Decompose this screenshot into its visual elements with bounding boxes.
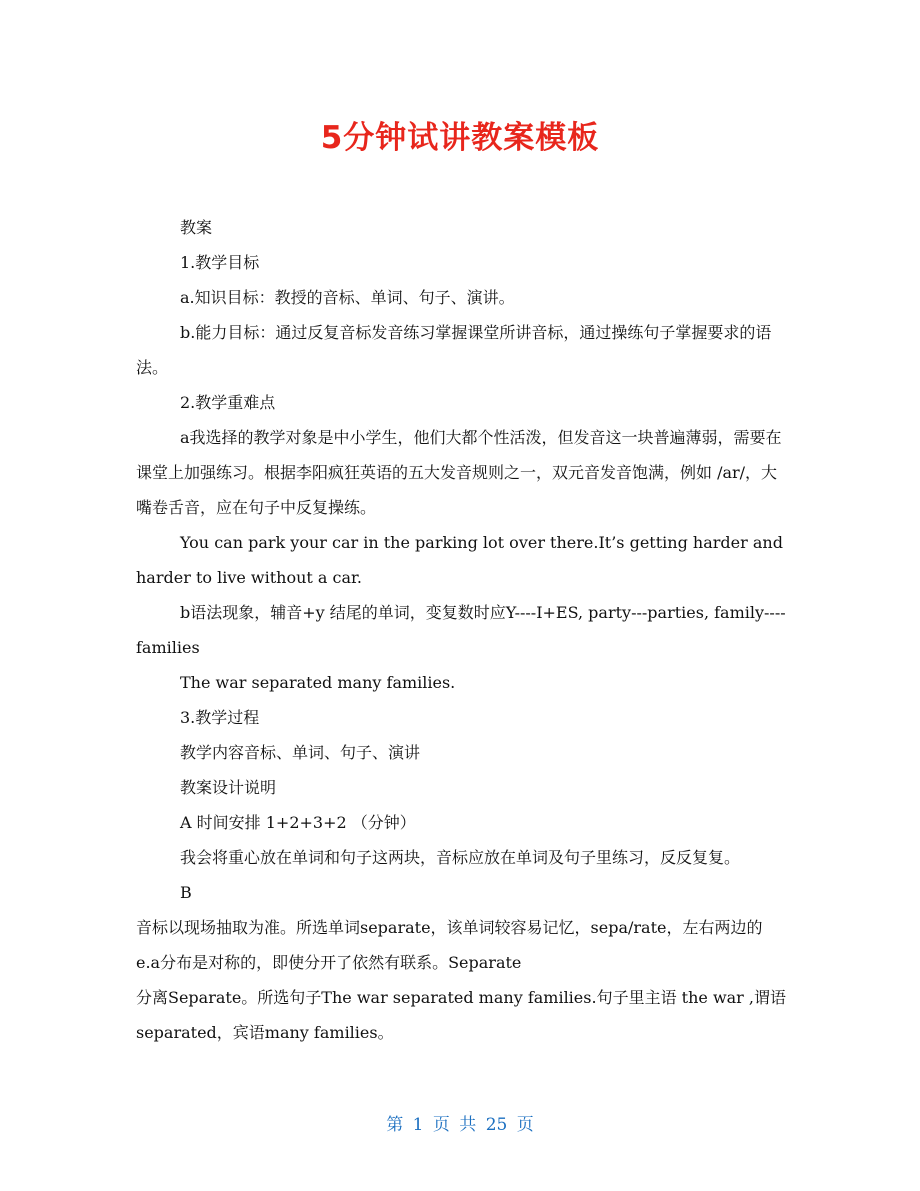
- paragraph-example-sentence-car: You can park your car in the parking lot over there.It’s getting harder and harder to live without a car.: [136, 533, 783, 587]
- paragraph-focus-words-sentences: 我会将重心放在单词和句子这两块，音标应放在单词及句子里练习，反反复复。: [180, 848, 741, 867]
- paragraph-key-difficulties-heading: 2.教学重难点: [180, 393, 276, 412]
- paragraph-lesson-plan: 教案: [180, 218, 213, 237]
- paragraph-key-difficulty-b: b语法现象，辅音+y 结尾的单词，变复数时应Y----I+ES, party---parties, family----families: [136, 603, 786, 657]
- document-title: 5分钟试讲教案模板: [320, 120, 600, 156]
- page-number: 第 1 页 共 25 页: [386, 1115, 534, 1135]
- paragraph-example-sentence-war: The war separated many families.: [180, 673, 456, 692]
- paragraph-key-difficulty-a: a我选择的教学对象是中小学生，他们大都个性活泼，但发音这一块普遍薄弱，需要在课堂上加强练习。根据李阳疯狂英语的五大发音规则之一，双元音发音饱满，例如 /ar/，大嘴卷舌音，应在句子中反复操练。: [136, 428, 782, 517]
- paragraph-phonetics-selection: 音标以现场抽取为准。所选单词separate，该单词较容易记忆，sepa/rate，左右两边的e.a分布是对称的，即使分开了依然有联系。Separate: [136, 918, 763, 972]
- paragraph-knowledge-goals: a.知识目标：教授的音标、单词、句子、演讲。: [180, 288, 515, 307]
- paragraph-ability-goals: b.能力目标：通过反复音标发音练习掌握课堂所讲音标，通过操练句子掌握要求的语法。: [136, 323, 772, 377]
- document-body: [136, 210, 786, 1050]
- paragraph-sentence-analysis: 分离Separate。所选句子The war separated many families.句子里主语 the war ,谓语separated，宾语many families。: [136, 988, 786, 1042]
- paragraph-time-schedule: A 时间安排 1+2+3+2 （分钟）: [180, 813, 416, 832]
- paragraph-teaching-content: 教学内容音标、单词、句子、演讲: [180, 743, 421, 762]
- paragraph-teaching-process-heading: 3.教学过程: [180, 708, 260, 727]
- paragraph-teaching-goals-heading: 1.教学目标: [180, 253, 260, 272]
- paragraph-design-notes: 教案设计说明: [180, 778, 277, 797]
- paragraph-section-b: B: [180, 883, 192, 902]
